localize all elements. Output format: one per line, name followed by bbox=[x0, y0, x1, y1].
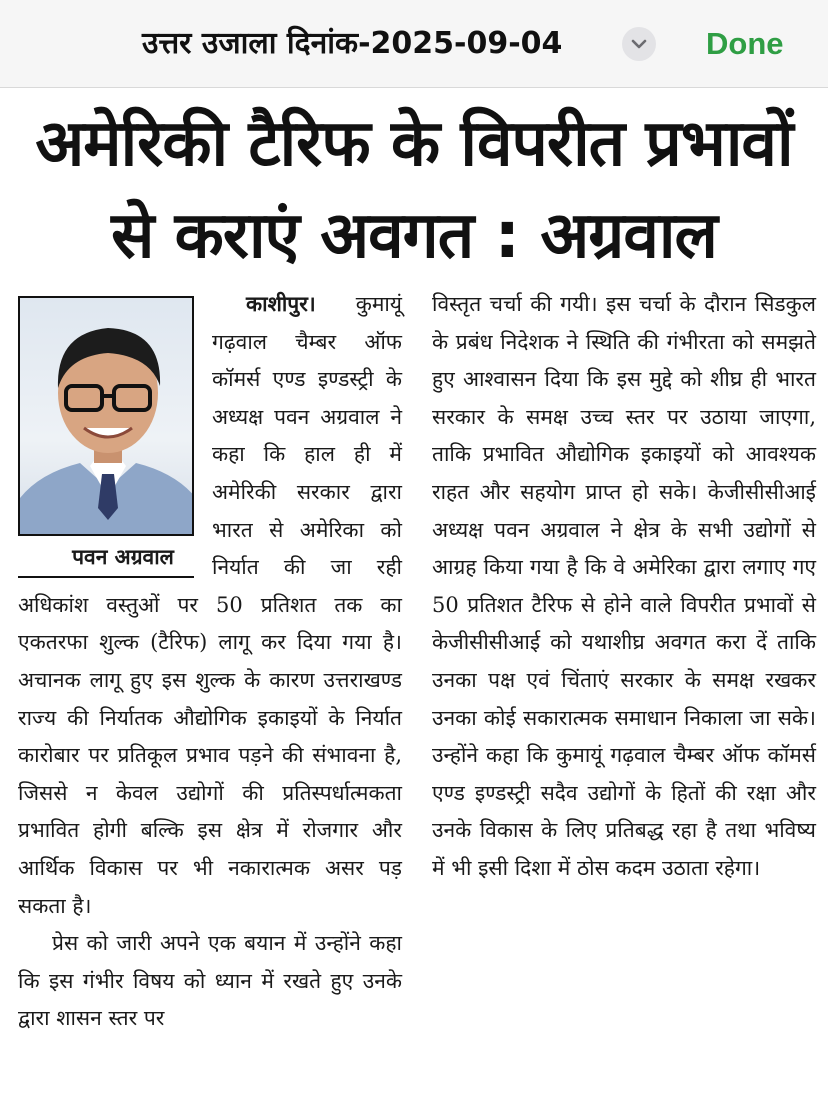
article-paragraph-3: विस्तृत चर्चा की गयी। इस चर्चा के दौरान सिडकुल के प्रबंध निदेशक ने स्थिति की गंभीरता को समझते हुए आश्वासन दिया कि इस मुद्दे को शीघ्र ही भारत सरकार के समक्ष उच्च स्तर पर उठाया जाएगा, ताकि प्रभावित औद्योगिक इकाइयों को आवश्यक राहत और सहयोग प्राप्त हो सके। केजीसीसीआई अध्यक्ष पवन अग्रवाल ने क्षेत्र के सभी उद्योगों से आग्रह किया गया है कि वे अमेरिका द्वारा लगाए गए 50 प्रतिशत टैरिफ से होने वाले विपरीत प्रभावों से केजीसीसीआई को यथाशीघ्र अवगत करा दें ताकि उनका पक्ष एवं चिंताएं सरकार के समक्ष रखकर उनका कोई सकारात्मक समाधान निकाला जा सके। उन्होंने कहा कि कुमायूं गढ़वाल चैम्बर ऑफ कॉमर्स एण्ड इण्डस्ट्री सदैव उद्योगों के हितों की रक्षा और उनके विकास के लिए प्रतिबद्ध रहा है तथा भविष्य में भी इसी दिशा में ठोस कदम उठाता रहेगा। bbox=[432, 292, 816, 880]
portrait-icon bbox=[20, 298, 194, 536]
dateline: काशीपुर। bbox=[246, 292, 316, 316]
article-paragraph-2: प्रेस को जारी अपने एक बयान में उन्होंने कहा कि इस गंभीर विषय को ध्यान में रखते हुए उनके द्वारा शासन स्तर पर bbox=[18, 931, 402, 1031]
article-paragraph-1 bbox=[18, 286, 402, 925]
headline bbox=[10, 98, 818, 282]
photo-box bbox=[18, 296, 200, 578]
chevron-down-icon bbox=[631, 38, 647, 50]
photo-caption: पवन अग्रवाल bbox=[18, 542, 194, 578]
document-title[interactable]: उत्तर उजाला दिनांक-2025-09-04 bbox=[142, 26, 563, 61]
headline-line-2: से कराएं अवगत : अग्रवाल bbox=[111, 199, 717, 273]
article-column-left bbox=[18, 286, 402, 1038]
article-column-right bbox=[432, 286, 816, 888]
headline-line-1: अमेरिकी टैरिफ के विपरीत प्रभावों bbox=[35, 107, 793, 181]
portrait-photo bbox=[18, 296, 194, 536]
done-button[interactable]: Done bbox=[706, 26, 784, 61]
title-menu-button[interactable] bbox=[622, 27, 656, 61]
left-paragraph-1-text: कुमायूं गढ़वाल चैम्बर ऑफ कॉमर्स एण्ड इण्डस्ट्री के अध्यक्ष पवन अग्रवाल ने कहा कि हाल ही में अमेरिकी सरकार द्वारा भारत से अमेरिका को निर्यात की जा रही अधिकांश वस्तुओं पर 50 प्रतिशत तक का एकतरफा शुल्क (टैरिफ) लागू कर दिया गया है। अचानक लागू हुए इस शुल्क के कारण उत्तराखण्ड राज्य की निर्यातक औद्योगिक इकाइयों के निर्यात कारोबार पर प्रतिकूल प्रभाव पड़ने की संभावना है, जिससे न केवल उद्योगों की प्रतिस्पर्धात्मकता प्रभावित होगी बल्कि इस क्षेत्र में रोजगार और आर्थिक विकास पर भी नकारात्मक असर पड़ सकता है। bbox=[18, 292, 402, 918]
viewer-toolbar bbox=[0, 0, 828, 88]
